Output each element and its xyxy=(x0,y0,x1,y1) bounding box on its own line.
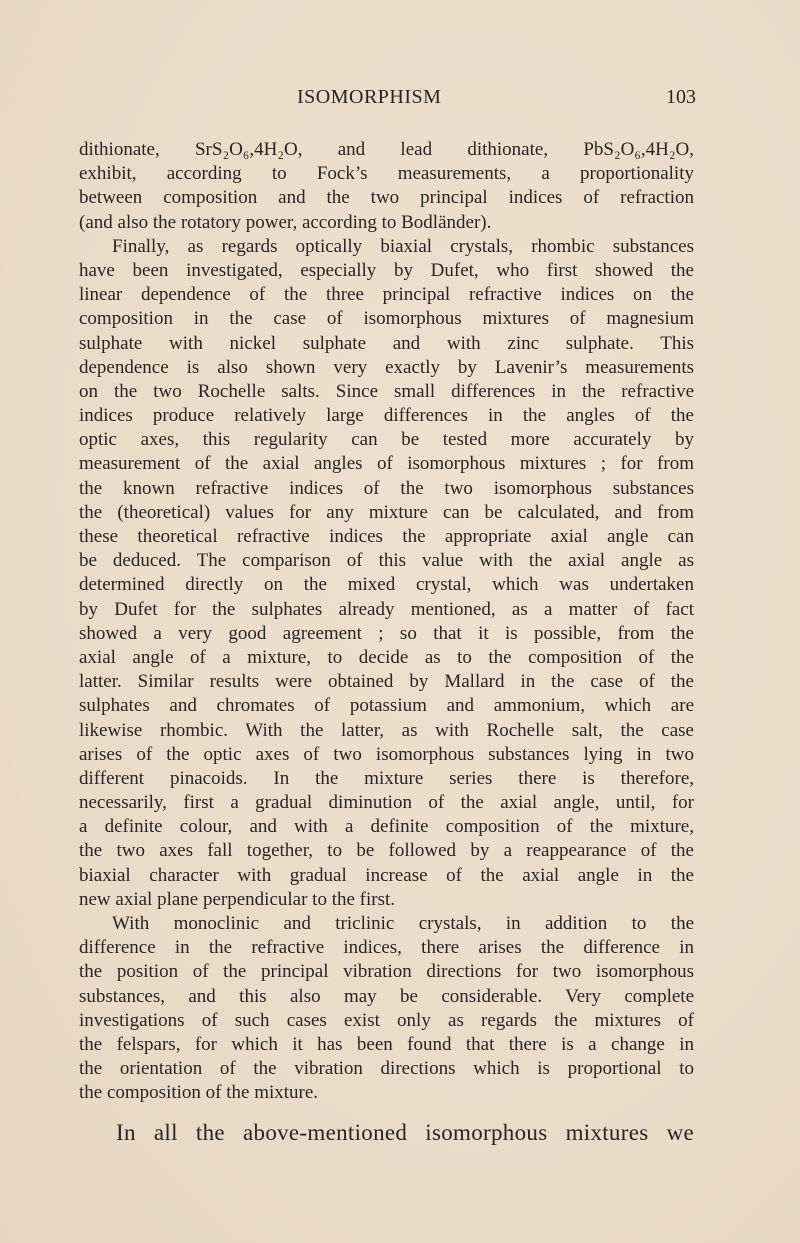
text-line: the felspars, for which it has been found that there is a change in xyxy=(79,1033,694,1055)
text-line: substances, and this also may be considerable. Very complete xyxy=(79,985,694,1007)
text-line: have been investigated, especially by Dufet, who first showed the xyxy=(79,259,694,281)
text-line: determined directly on the mixed crystal, which was undertaken xyxy=(79,574,694,596)
text-line: exhibit, according to Fock’s measurements, a proportionality xyxy=(79,163,694,185)
text-line: composition in the case of isomorphous mixtures of magnesium xyxy=(79,308,694,330)
text-line: the two axes fall together, to be followed by a reappearance of the xyxy=(79,840,694,862)
text-line: on the two Rochelle salts. Since small differences in the refractive xyxy=(79,380,694,402)
text-line: measurement of the axial angles of isomorphous mixtures ; for from xyxy=(79,453,694,475)
text-line: between composition and the two principal indices of refraction xyxy=(79,187,694,209)
text-line: biaxial character with gradual increase of the axial angle in the xyxy=(79,864,694,886)
text-line: these theoretical refractive indices the appropriate axial angle can xyxy=(79,526,694,547)
text-line: indices produce relatively large differences in the angles of the xyxy=(79,405,694,427)
text-line: sulphate with nickel sulphate and with zinc sulphate. This xyxy=(79,332,694,354)
text-line: the orientation of the vibration directions which is proportional to xyxy=(79,1058,694,1080)
text-line: difference in the refractive indices, there arises the difference in xyxy=(79,937,694,959)
text-line: showed a very good agreement ; so that it is possible, from the xyxy=(79,622,694,644)
text-line: linear dependence of the three principal refractive indices on the xyxy=(79,284,694,306)
text-line: arises of the optic axes of two isomorphous substances lying in two xyxy=(79,743,694,765)
text-line: the known refractive indices of the two isomorphous substances xyxy=(79,477,694,499)
text-line: dependence is also shown very exactly by Lavenir’s measurements xyxy=(79,356,694,378)
text-line: Finally, as regards optically biaxial crystals, rhombic substances xyxy=(112,235,694,257)
text-line: With monoclinic and triclinic crystals, in addition to the xyxy=(112,913,694,934)
final-line: In all the above-mentioned isomorphous mixtures we xyxy=(116,1120,694,1145)
text-line: necessarily, first a gradual diminution of the axial angle, until, for xyxy=(79,792,694,814)
text-line: the composition of the mixture. xyxy=(79,1082,319,1104)
text-line: dithionate, SrS₂O₆,4H₂O, and lead dithionate, PbS₂O₆,4H₂O, xyxy=(79,139,694,160)
text-line: investigations of such cases exist only as regards the mixtures of xyxy=(79,1009,694,1031)
text-line: the (theoretical) values for any mixture can be calculated, and from xyxy=(79,501,694,523)
text-line: different pinacoids. In the mixture series there is therefore, xyxy=(79,767,694,789)
text-line: (and also the rotatory power, according to Bodländer). xyxy=(79,211,492,233)
text-line: the position of the principal vibration directions for two isomorphous xyxy=(79,961,694,983)
text-line: by Dufet for the sulphates already mentioned, as a matter of fact xyxy=(79,598,694,620)
text-line: new axial plane perpendicular to the first. xyxy=(79,888,396,910)
text-line: latter. Similar results were obtained by Mallard in the case of the xyxy=(79,671,694,693)
text-line: a definite colour, and with a definite composition of the mixture, xyxy=(79,816,694,838)
text-line: sulphates and chromates of potassium and ammonium, which are xyxy=(79,695,694,717)
text-line: be deduced. The comparison of this value with the axial angle as xyxy=(79,550,694,572)
text-line: likewise rhombic. With the latter, as with Rochelle salt, the case xyxy=(79,719,694,741)
text-line: axial angle of a mixture, to decide as to the composition of the xyxy=(79,646,694,668)
page-number: 103 xyxy=(666,86,696,108)
body-text xyxy=(79,138,694,1106)
text-line: optic axes, this regularity can be tested more accurately by xyxy=(79,429,694,451)
running-header-title: ISOMORPHISM xyxy=(297,86,442,108)
